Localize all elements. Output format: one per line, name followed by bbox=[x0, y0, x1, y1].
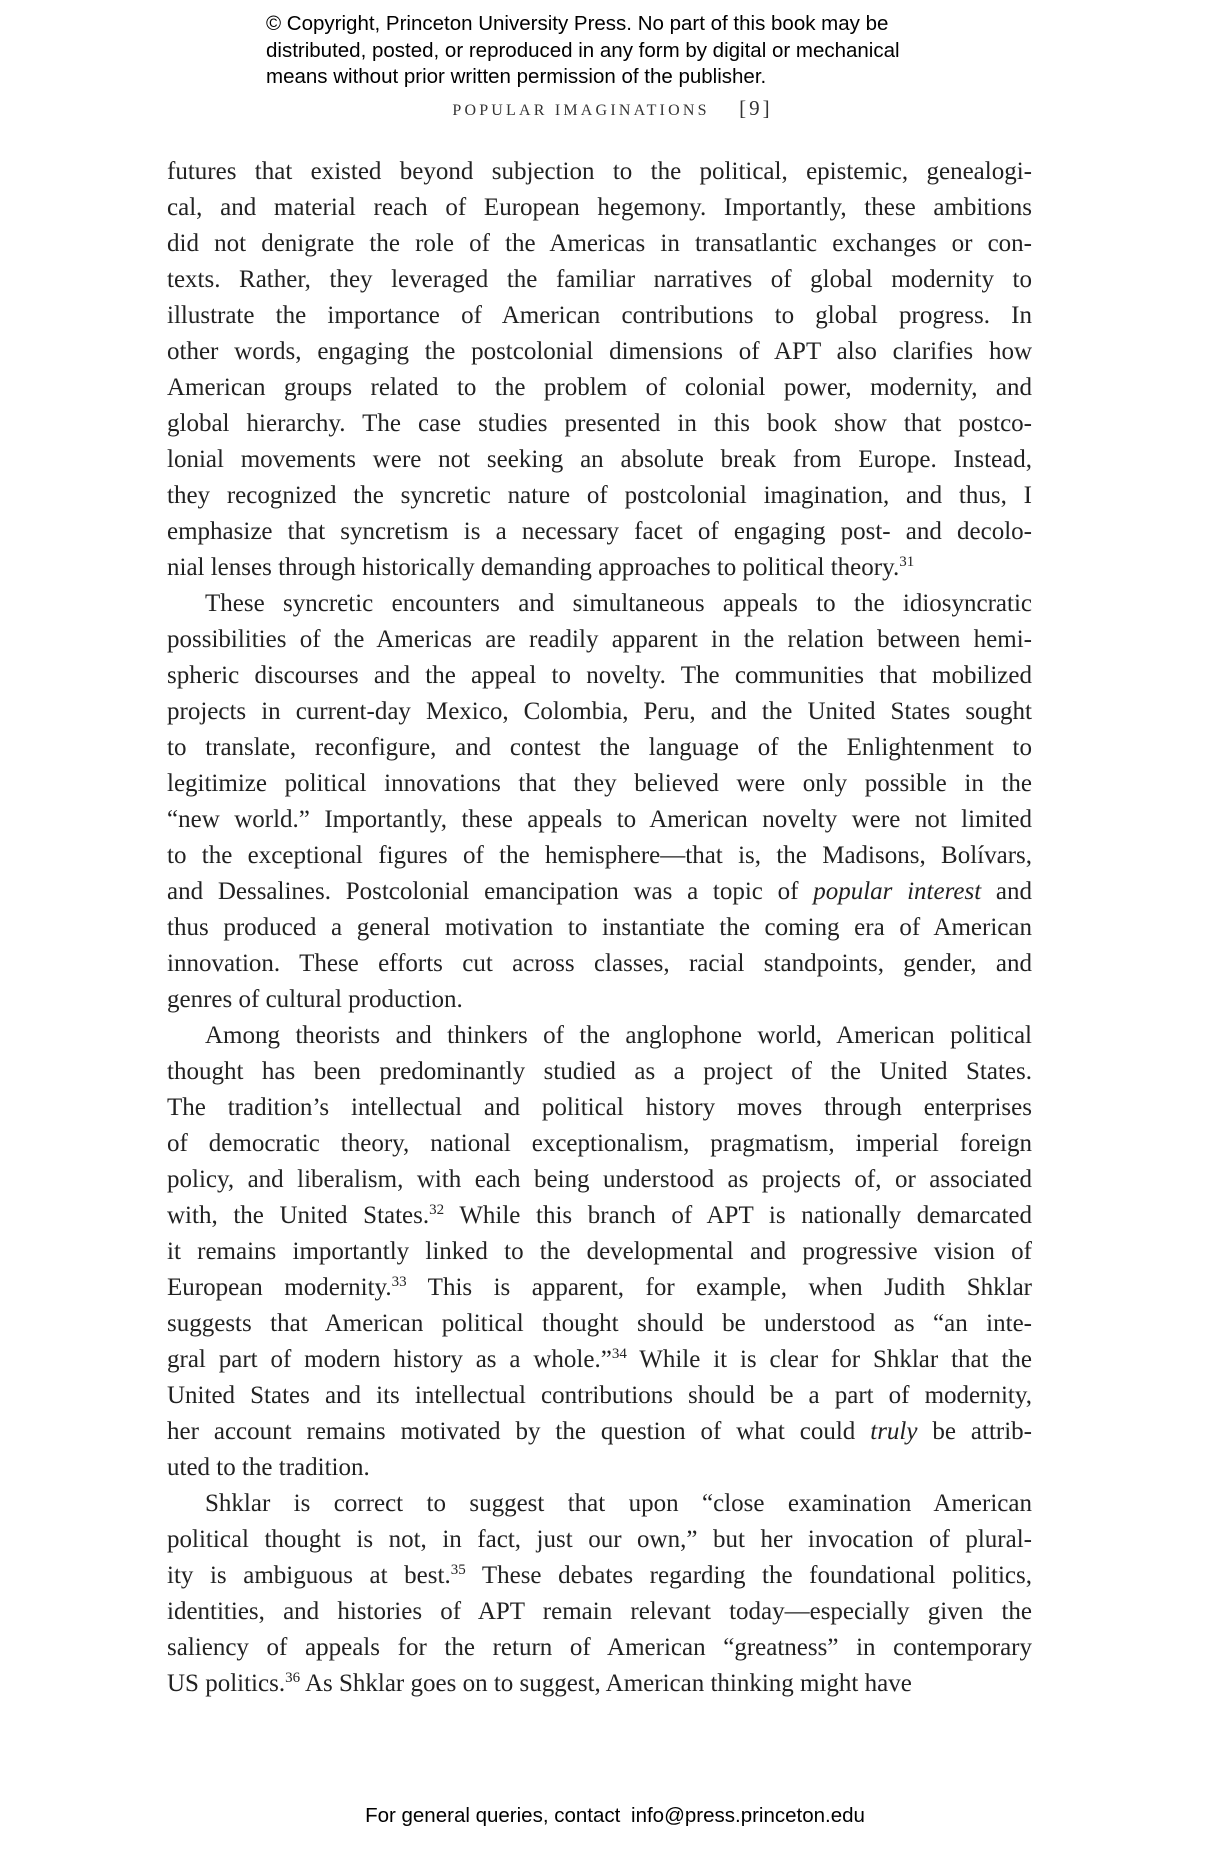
copyright-line: means without prior written permission of the publisher. bbox=[266, 65, 767, 88]
text-line: of democratic theory, national exceptionalism, pragmatism, imperial foreign bbox=[167, 1130, 1032, 1157]
text-line: to translate, reconfigure, and contest the language of the Enlightenment to bbox=[167, 734, 1032, 761]
text-line: lonial movements were not seeking an absolute break from Europe. Instead, bbox=[167, 446, 1032, 473]
emphasis: popular interest bbox=[813, 878, 982, 905]
text-line: nial lenses through historically demanding approaches to political theory.$^{31}$ bbox=[167, 554, 915, 581]
text-line: innovation. These efforts cut across classes, racial standpoints, gender, and bbox=[167, 950, 1032, 977]
text-line: policy, and liberalism, with each being understood as projects of, or associated bbox=[167, 1166, 1032, 1193]
footnote-ref[interactable]: 33 bbox=[391, 1274, 407, 1290]
paragraph bbox=[167, 1018, 1032, 1486]
copyright-line: © Copyright, Princeton University Press. No part of this book may be bbox=[266, 12, 889, 35]
text-line: global hierarchy. The case studies presented in this book show that postco- bbox=[167, 410, 1032, 437]
text-line: suggests that American political thought should be understood as “an inte- bbox=[167, 1310, 1032, 1337]
text-line: and Dessalines. Postcolonial emancipation was a topic of popular interest and bbox=[167, 878, 1032, 905]
text-line: with, the United States.$^{32}$ While this branch of APT is nationally demarcated bbox=[167, 1202, 1033, 1229]
footnote-ref[interactable]: 34 bbox=[611, 1346, 627, 1362]
text-line: it remains importantly linked to the developmental and progressive vision of bbox=[167, 1238, 1032, 1265]
text-line: These syncretic encounters and simultaneous appeals to the idiosyncratic bbox=[205, 590, 1032, 617]
text-line: to the exceptional figures of the hemisphere—that is, the Madisons, Bolívars, bbox=[167, 842, 1032, 869]
text-line: Shklar is correct to suggest that upon “close examination American bbox=[205, 1490, 1032, 1517]
text-line: “new world.” Importantly, these appeals to American novelty were not limited bbox=[167, 806, 1032, 833]
footer bbox=[0, 1804, 1225, 1828]
footer-text: For general queries, contact bbox=[365, 1804, 621, 1827]
emphasis: truly bbox=[870, 1418, 918, 1445]
footnote-ref[interactable]: 31 bbox=[899, 554, 915, 570]
text-line: futures that existed beyond subjection to the political, epistemic, genealogi- bbox=[167, 158, 1032, 185]
text-line: American groups related to the problem of colonial power, modernity, and bbox=[167, 374, 1032, 401]
page-number: [9] bbox=[739, 96, 773, 120]
text-line: spheric discourses and the appeal to novelty. The communities that mobilized bbox=[167, 662, 1032, 689]
text-line: thus produced a general motivation to instantiate the coming era of American bbox=[167, 914, 1032, 941]
footnote-ref[interactable]: 36 bbox=[285, 1670, 301, 1686]
text-line: texts. Rather, they leveraged the familiar narratives of global modernity to bbox=[167, 266, 1032, 293]
footnote-ref[interactable]: 32 bbox=[429, 1202, 445, 1218]
text-line: Among theorists and thinkers of the anglophone world, American political bbox=[205, 1022, 1032, 1049]
paragraph bbox=[167, 586, 1032, 1018]
text-line: genres of cultural production. bbox=[167, 986, 463, 1013]
paragraph bbox=[167, 1486, 1032, 1702]
text-line: thought has been predominantly studied as a project of the United States. bbox=[167, 1058, 1032, 1085]
text-line: legitimize political innovations that they believed were only possible in the bbox=[167, 770, 1032, 797]
text-line: emphasize that syncretism is a necessary facet of engaging post- and decolo- bbox=[167, 518, 1032, 545]
text-line: projects in current-day Mexico, Colombia, Peru, and the United States sought bbox=[167, 698, 1032, 725]
text-line: political thought is not, in fact, just our own,” but her invocation of plural- bbox=[167, 1526, 1032, 1553]
text-line: her account remains motivated by the question of what could truly be attrib- bbox=[167, 1418, 1032, 1445]
text-line: did not denigrate the role of the Americas in transatlantic exchanges or con- bbox=[167, 230, 1032, 257]
text-line: other words, engaging the postcolonial dimensions of APT also clarifies how bbox=[167, 338, 1032, 365]
text-line: US politics.$^{36}$ As Shklar goes on to suggest, American thinking might have bbox=[167, 1670, 912, 1697]
copyright-notice bbox=[266, 11, 986, 91]
text-line: United States and its intellectual contributions should be a part of modernity, bbox=[167, 1382, 1032, 1409]
body-text bbox=[167, 154, 1032, 1702]
text-line: they recognized the syncretic nature of postcolonial imagination, and thus, I bbox=[167, 482, 1032, 509]
text-line: The tradition’s intellectual and political history moves through enterprises bbox=[167, 1094, 1032, 1121]
text-line: ity is ambiguous at best.$^{35}$ These debates regarding the foundational politics, bbox=[167, 1562, 1032, 1589]
text-line: gral part of modern history as a whole.”$^{34}$ While it is clear for Shklar that the bbox=[167, 1346, 1032, 1373]
text-line: illustrate the importance of American contributions to global progress. In bbox=[167, 302, 1032, 329]
text-line: identities, and histories of APT remain relevant today—especially given the bbox=[167, 1598, 1032, 1625]
paragraph bbox=[167, 154, 1032, 586]
text-line: cal, and material reach of European hegemony. Importantly, these ambitions bbox=[167, 194, 1032, 221]
copyright-line: distributed, posted, or reproduced in any form by digital or mechanical bbox=[266, 38, 900, 62]
footer-email-link[interactable]: info@press.princeton.edu bbox=[631, 1804, 865, 1827]
text-line: uted to the tradition. bbox=[167, 1454, 370, 1481]
footnote-ref[interactable]: 35 bbox=[450, 1562, 466, 1578]
running-head bbox=[0, 96, 1225, 121]
text-line: possibilities of the Americas are readily apparent in the relation between hemi- bbox=[167, 626, 1032, 653]
running-head-title: POPULAR IMAGINATIONS bbox=[452, 102, 710, 119]
text-line: saliency of appeals for the return of American “greatness” in contemporary bbox=[167, 1634, 1032, 1661]
text-line: European modernity.$^{33}$ This is apparent, for example, when Judith Shklar bbox=[167, 1274, 1032, 1301]
